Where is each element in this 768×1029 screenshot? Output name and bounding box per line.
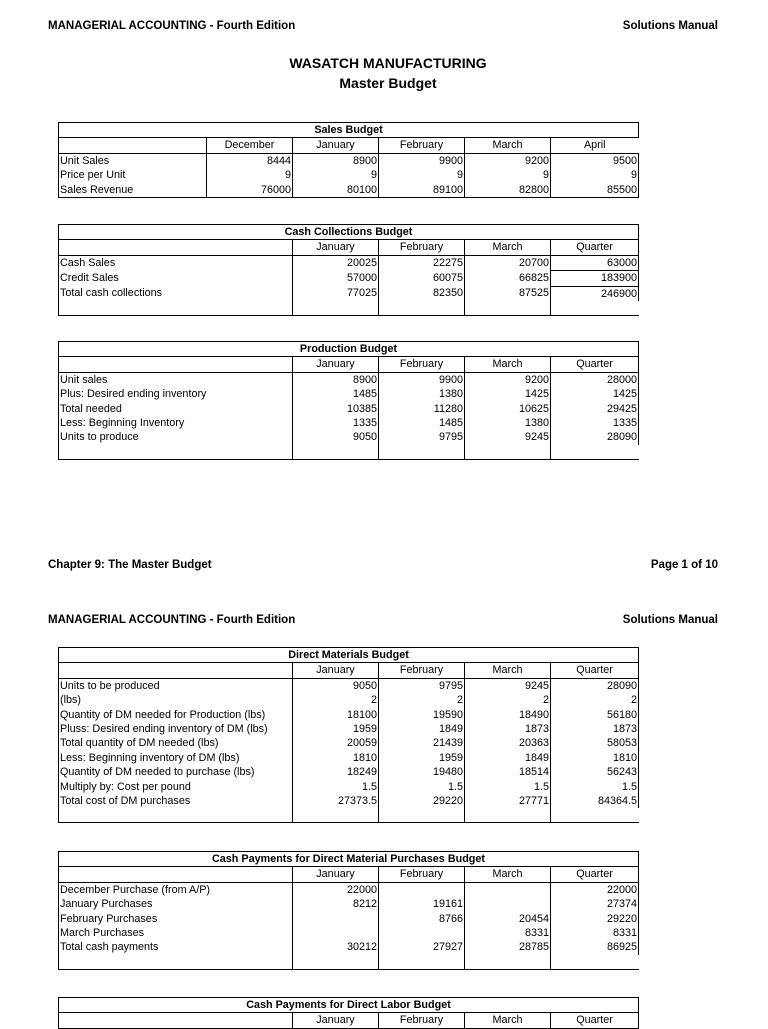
cell-value: 8444 (207, 153, 293, 168)
table-row-blank (59, 955, 639, 970)
cell-value: 80100 (293, 183, 379, 198)
table-row (59, 271, 639, 286)
column-header: Quarter (551, 867, 639, 882)
cell-value: 58053 (551, 736, 639, 750)
cell-value: 9900 (379, 153, 465, 168)
column-header: Quarter (551, 240, 639, 255)
cell-value: 9 (465, 168, 551, 182)
cell-value: 28090 (551, 678, 639, 693)
cell-value: 1810 (551, 751, 639, 765)
column-header-blank (59, 240, 293, 255)
cell-value: 19480 (379, 765, 465, 779)
dm-payments-table (58, 851, 639, 970)
table-row-blank (59, 808, 639, 823)
cell-value: 9245 (465, 430, 551, 444)
cell-value: 1.5 (551, 780, 639, 794)
cell-value: 9200 (465, 372, 551, 387)
row-label: Quantity of DM needed to purchase (lbs) (59, 765, 293, 779)
column-header: January (293, 663, 379, 678)
cell-value: 11280 (379, 402, 465, 416)
column-header: February (379, 663, 465, 678)
row-label: Multiply by: Cost per pound (59, 780, 293, 794)
cell-value: 183900 (551, 271, 639, 286)
cell-value: 56243 (551, 765, 639, 779)
page-header-right: Solutions Manual (622, 20, 718, 32)
column-header: January (293, 867, 379, 882)
cell-value: 84364.5 (551, 794, 639, 808)
table-row (59, 183, 639, 198)
cell-value: 2 (293, 693, 379, 707)
column-header: March (465, 138, 551, 153)
column-header: February (379, 867, 465, 882)
column-header: February (379, 357, 465, 372)
row-label: March Purchases (59, 926, 293, 940)
cell-value: 1.5 (379, 780, 465, 794)
cell-value: 1335 (551, 416, 639, 430)
row-label: Credit Sales (59, 271, 293, 286)
cell-value: 18514 (465, 765, 551, 779)
column-header: February (379, 138, 465, 153)
cell-value: 10385 (293, 402, 379, 416)
cell-value: 8212 (293, 897, 379, 911)
cell-value: 9795 (379, 678, 465, 693)
row-label: Unit sales (59, 372, 293, 387)
sales-budget-table (58, 122, 639, 198)
cell-value: 8766 (379, 912, 465, 926)
cell-value: 30212 (293, 940, 379, 954)
column-header: March (465, 663, 551, 678)
table-row (59, 693, 639, 707)
table-row (59, 678, 639, 693)
cell-value: 1380 (379, 387, 465, 401)
column-header-blank (59, 867, 293, 882)
cell-value (379, 926, 465, 940)
row-label: Unit Sales (59, 153, 207, 168)
table-row-blank (59, 301, 639, 316)
cell-value: 89100 (379, 183, 465, 198)
row-label: Units to produce (59, 430, 293, 444)
production-budget-table (58, 341, 639, 460)
table-title: Cash Collections Budget (59, 225, 639, 240)
table-row (59, 794, 639, 808)
table-row (59, 765, 639, 779)
row-label: Total quantity of DM needed (lbs) (59, 736, 293, 750)
cell-value: 28000 (551, 372, 639, 387)
column-header: March (465, 867, 551, 882)
cell-value: 2 (551, 693, 639, 707)
table-row (59, 153, 639, 168)
cell-value: 1959 (293, 722, 379, 736)
cell-value: 1849 (379, 722, 465, 736)
page-header-left: MANAGERIAL ACCOUNTING - Fourth Edition (48, 20, 296, 32)
cell-value: 19590 (379, 708, 465, 722)
column-header: January (293, 240, 379, 255)
cell-value: 85500 (551, 183, 639, 198)
row-label: Less: Beginning inventory of DM (lbs) (59, 751, 293, 765)
column-header: December (207, 138, 293, 153)
cell-value: 29425 (551, 402, 639, 416)
cell-value: 1873 (551, 722, 639, 736)
cell-value: 82350 (379, 286, 465, 301)
cell-value: 9050 (293, 678, 379, 693)
cell-value: 56180 (551, 708, 639, 722)
cell-value: 1425 (551, 387, 639, 401)
cash-collections-table (58, 224, 639, 316)
table-row (59, 372, 639, 387)
cell-value: 20025 (293, 255, 379, 270)
row-label: December Purchase (from A/P) (59, 882, 293, 897)
cell-value (379, 882, 465, 897)
cell-value: 1810 (293, 751, 379, 765)
cell-value: 87525 (465, 286, 551, 301)
cell-value (293, 926, 379, 940)
cell-value: 246900 (551, 286, 639, 301)
page-header-right: Solutions Manual (622, 614, 718, 626)
row-label: January Purchases (59, 897, 293, 911)
column-header: Quarter (551, 663, 639, 678)
table-row (59, 751, 639, 765)
cell-value: 1873 (465, 722, 551, 736)
table-row (59, 286, 639, 301)
page-number: Page 1 of 10 (650, 559, 718, 571)
direct-materials-table (58, 647, 639, 823)
table-row (59, 897, 639, 911)
column-header: April (551, 138, 639, 153)
cell-value: 27771 (465, 794, 551, 808)
cell-value: 8900 (293, 153, 379, 168)
cell-value: 28785 (465, 940, 551, 954)
column-header-blank (59, 357, 293, 372)
cell-value: 1849 (465, 751, 551, 765)
table-row (59, 255, 639, 270)
cell-value: 60075 (379, 271, 465, 286)
document-subtitle: Master Budget (339, 75, 437, 91)
table-row (59, 416, 639, 430)
row-label: Total cash collections (59, 286, 293, 301)
row-label: (lbs) (59, 693, 293, 707)
cell-value: 9795 (379, 430, 465, 444)
row-label: Less: Beginning Inventory (59, 416, 293, 430)
cell-value: 9 (551, 168, 639, 182)
cell-value: 2 (465, 693, 551, 707)
cell-value: 18490 (465, 708, 551, 722)
cell-value: 20363 (465, 736, 551, 750)
cell-value: 63000 (551, 255, 639, 270)
column-header: March (465, 240, 551, 255)
cell-value (293, 912, 379, 926)
column-header: March (465, 357, 551, 372)
table-row (59, 168, 639, 182)
cell-value: 9500 (551, 153, 639, 168)
row-label: Plus: Desired ending inventory (59, 387, 293, 401)
column-header-blank (59, 663, 293, 678)
column-header: Quarter (551, 1013, 639, 1028)
table-row (59, 736, 639, 750)
cell-value: 20454 (465, 912, 551, 926)
cell-value: 77025 (293, 286, 379, 301)
cell-value: 9 (293, 168, 379, 182)
row-label: Pluss: Desired ending inventory of DM (lbs) (59, 722, 293, 736)
cell-value: 19161 (379, 897, 465, 911)
cell-value: 1.5 (293, 780, 379, 794)
cell-value: 8331 (465, 926, 551, 940)
cell-value: 1.5 (465, 780, 551, 794)
column-header: February (379, 240, 465, 255)
column-header-blank (59, 138, 207, 153)
cell-value: 9200 (465, 153, 551, 168)
table-row (59, 912, 639, 926)
column-header: January (293, 138, 379, 153)
column-header: February (379, 1013, 465, 1028)
cell-value: 22000 (293, 882, 379, 897)
row-label: Total cash payments (59, 940, 293, 954)
cell-value: 1485 (379, 416, 465, 430)
cell-value: 9050 (293, 430, 379, 444)
cell-value: 86925 (551, 940, 639, 954)
cell-value: 8900 (293, 372, 379, 387)
row-label: Cash Sales (59, 255, 293, 270)
cell-value: 27927 (379, 940, 465, 954)
cell-value: 9 (207, 168, 293, 182)
cell-value: 8331 (551, 926, 639, 940)
table-row (59, 708, 639, 722)
page-header-left: MANAGERIAL ACCOUNTING - Fourth Edition (48, 614, 296, 626)
row-label: Total cost of DM purchases (59, 794, 293, 808)
company-title: WASATCH MANUFACTURING (289, 55, 487, 71)
cell-value: 9900 (379, 372, 465, 387)
column-header: Quarter (551, 357, 639, 372)
cell-value: 21439 (379, 736, 465, 750)
table-row-blank (59, 445, 639, 460)
cell-value: 27374 (551, 897, 639, 911)
table-row (59, 780, 639, 794)
cell-value: 9245 (465, 678, 551, 693)
cell-value (465, 897, 551, 911)
cell-value: 18100 (293, 708, 379, 722)
table-title: Sales Budget (59, 123, 639, 138)
table-row (59, 430, 639, 444)
cell-value (465, 882, 551, 897)
cell-value: 82800 (465, 183, 551, 198)
row-label: February Purchases (59, 912, 293, 926)
table-row (59, 722, 639, 736)
row-label: Units to be produced (59, 678, 293, 693)
cell-value: 29220 (379, 794, 465, 808)
cell-value: 66825 (465, 271, 551, 286)
table-row (59, 882, 639, 897)
column-header: January (293, 357, 379, 372)
cell-value: 9 (379, 168, 465, 182)
cell-value: 22000 (551, 882, 639, 897)
cell-value: 27373.5 (293, 794, 379, 808)
column-header: January (293, 1013, 379, 1028)
cell-value: 20700 (465, 255, 551, 270)
cell-value: 29220 (551, 912, 639, 926)
cell-value: 28090 (551, 430, 639, 444)
cell-value: 10625 (465, 402, 551, 416)
table-title: Cash Payments for Direct Material Purchases Budget (59, 852, 639, 867)
table-title: Production Budget (59, 342, 639, 357)
cell-value: 20059 (293, 736, 379, 750)
column-header-blank (59, 1013, 293, 1028)
column-header: March (465, 1013, 551, 1028)
row-label: Total needed (59, 402, 293, 416)
cell-value: 2 (379, 693, 465, 707)
cell-value: 57000 (293, 271, 379, 286)
row-label: Price per Unit (59, 168, 207, 182)
table-row (59, 926, 639, 940)
cell-value: 1485 (293, 387, 379, 401)
cell-value: 1959 (379, 751, 465, 765)
table-row (59, 387, 639, 401)
dl-payments-table (58, 997, 639, 1029)
cell-value: 1425 (465, 387, 551, 401)
cell-value: 76000 (207, 183, 293, 198)
row-label: Quantity of DM needed for Production (lbs) (59, 708, 293, 722)
table-title: Direct Materials Budget (59, 648, 639, 663)
table-row (59, 402, 639, 416)
page-footer-left: Chapter 9: The Master Budget (48, 559, 212, 571)
cell-value: 1380 (465, 416, 551, 430)
cell-value: 22275 (379, 255, 465, 270)
table-title: Cash Payments for Direct Labor Budget (59, 998, 639, 1013)
row-label: Sales Revenue (59, 183, 207, 198)
cell-value: 1335 (293, 416, 379, 430)
cell-value: 18249 (293, 765, 379, 779)
table-row (59, 940, 639, 954)
